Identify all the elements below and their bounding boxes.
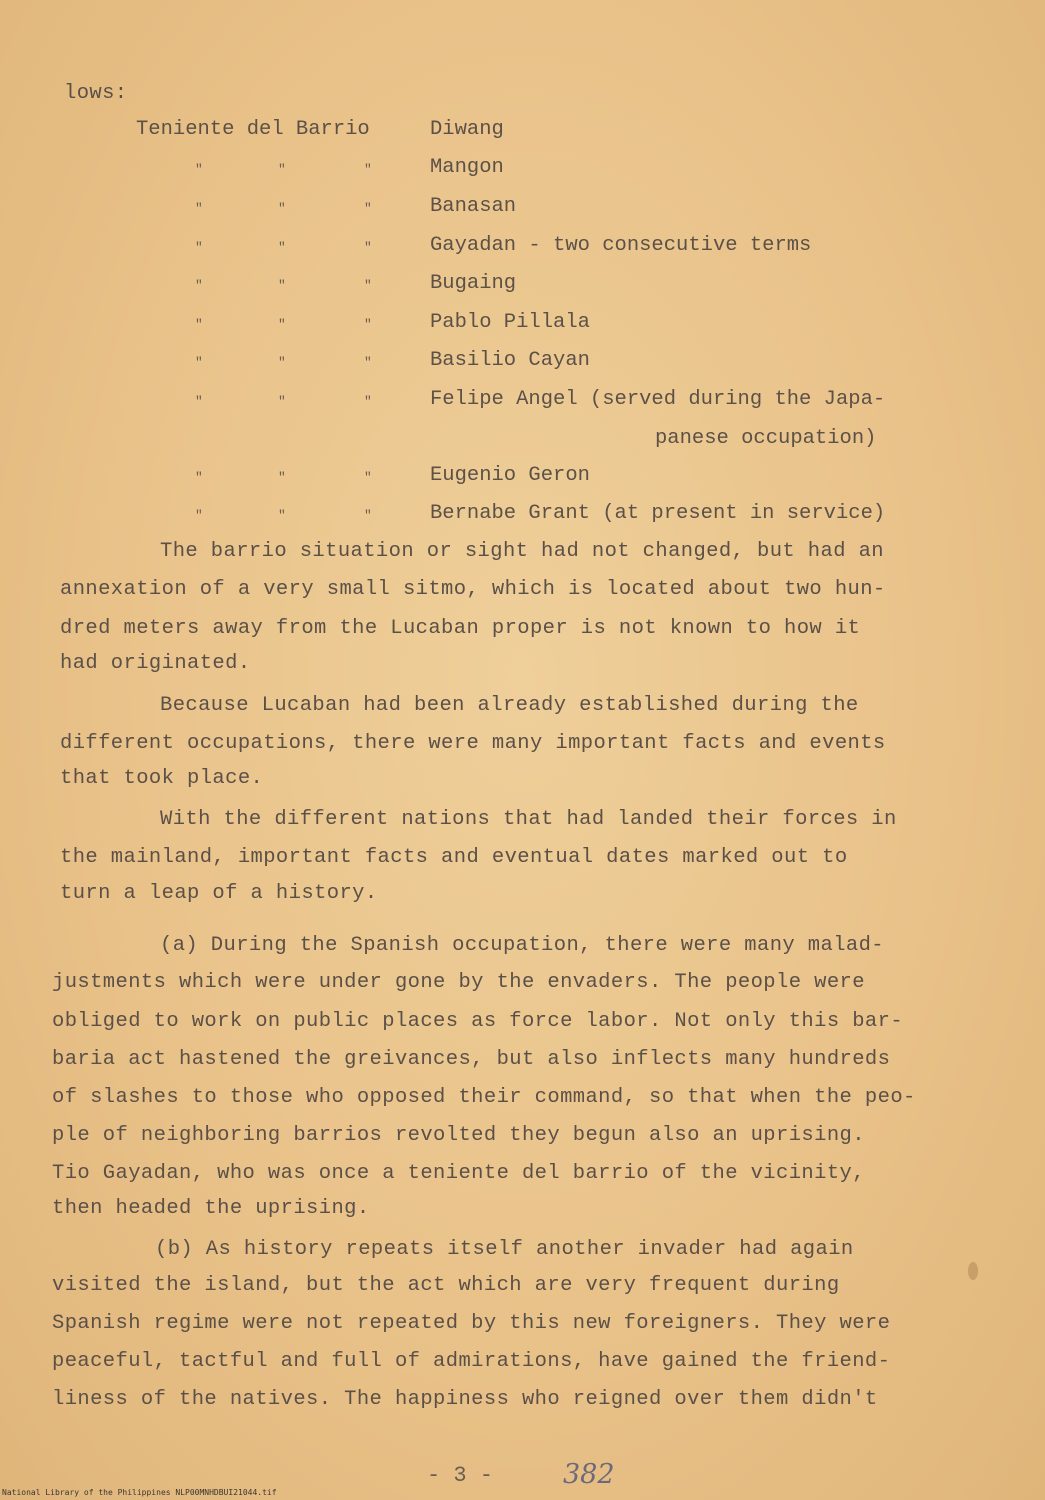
ditto-mark: " xyxy=(364,240,372,255)
paragraph-line: peaceful, tactful and full of admirations, have gained the friend- xyxy=(52,1350,891,1373)
ditto-mark: " xyxy=(278,508,286,523)
ditto-mark: " xyxy=(364,508,372,523)
ditto-mark: " xyxy=(195,278,203,293)
ditto-mark: " xyxy=(364,162,372,177)
ditto-mark: " xyxy=(195,240,203,255)
paragraph-line: obliged to work on public places as force labor. Not only this bar- xyxy=(52,1010,904,1033)
official-title-label: Teniente del Barrio xyxy=(136,118,370,141)
official-name: Pablo Pillala xyxy=(430,311,590,334)
official-name: Felipe Angel (served during the Japa- xyxy=(430,388,886,411)
official-name: Gayadan - two consecutive terms xyxy=(430,234,812,257)
paragraph-line: ple of neighboring barrios revolted they begun also an uprising. xyxy=(52,1124,865,1147)
paragraph-line: Tio Gayadan, who was once a teniente del barrio of the vicinity, xyxy=(52,1162,865,1185)
ditto-mark: " xyxy=(195,508,203,523)
ditto-mark: " xyxy=(364,201,372,216)
paragraph-line: different occupations, there were many important facts and events xyxy=(60,732,886,755)
ditto-mark: " xyxy=(195,470,203,485)
paragraph-line: that took place. xyxy=(60,767,264,790)
ditto-mark: " xyxy=(364,470,372,485)
ditto-mark: " xyxy=(278,162,286,177)
paragraph-line: had originated. xyxy=(60,652,251,675)
ditto-mark: " xyxy=(195,201,203,216)
official-name: Banasan xyxy=(430,195,517,218)
official-name: Eugenio Geron xyxy=(430,464,590,487)
ditto-mark: " xyxy=(364,278,372,293)
handwritten-page-number: 382 xyxy=(563,1459,615,1490)
ditto-mark: " xyxy=(195,162,203,177)
ditto-mark: " xyxy=(278,355,286,370)
official-name: Mangon xyxy=(430,156,504,179)
official-name: Bernabe Grant (at present in service) xyxy=(430,502,886,525)
ditto-mark: " xyxy=(364,394,372,409)
paragraph-line: baria act hastened the greivances, but also inflects many hundreds xyxy=(52,1048,891,1071)
paragraph-line: liness of the natives. The happiness who reigned over them didn't xyxy=(52,1388,878,1411)
paragraph-line: justments which were under gone by the envaders. The people were xyxy=(52,971,865,994)
paragraph-line: Because Lucaban had been already established during the xyxy=(160,694,859,717)
page-number: - 3 - xyxy=(427,1463,494,1488)
paragraph-line: With the different nations that had landed their forces in xyxy=(160,808,897,831)
paragraph-line: The barrio situation or sight had not changed, but had an xyxy=(160,540,885,563)
archive-footer: National Library of the Philippines NLP00MNHDBUI21044.tif xyxy=(2,1488,277,1497)
ditto-mark: " xyxy=(195,317,203,332)
official-name: Diwang xyxy=(430,118,504,141)
ditto-mark: " xyxy=(278,317,286,332)
ditto-mark: " xyxy=(195,394,203,409)
ditto-mark: " xyxy=(195,355,203,370)
paragraph-line: (a) During the Spanish occupation, there were many malad- xyxy=(160,934,885,957)
ditto-mark: " xyxy=(278,278,286,293)
opening-line: lows: xyxy=(64,82,128,105)
paragraph-line: turn a leap of a history. xyxy=(60,882,378,905)
paragraph-line: Spanish regime were not repeated by this new foreigners. They were xyxy=(52,1312,891,1335)
paragraph-line: visited the island, but the act which are very frequent during xyxy=(52,1274,840,1297)
paragraph-line: the mainland, important facts and eventual dates marked out to xyxy=(60,846,848,869)
ditto-mark: " xyxy=(278,240,286,255)
official-name: Bugaing xyxy=(430,272,517,295)
paragraph-line: (b) As history repeats itself another invader had again xyxy=(155,1238,854,1261)
paragraph-line: of slashes to those who opposed their command, so that when the peo- xyxy=(52,1086,916,1109)
paragraph-line: dred meters away from the Lucaban proper is not known to how it xyxy=(60,617,861,640)
official-name-continuation: panese occupation) xyxy=(655,427,877,450)
ditto-mark: " xyxy=(278,201,286,216)
paragraph-line: then headed the uprising. xyxy=(52,1197,370,1220)
ditto-mark: " xyxy=(364,317,372,332)
ditto-mark: " xyxy=(278,394,286,409)
official-name: Basilio Cayan xyxy=(430,349,590,372)
ditto-mark: " xyxy=(278,470,286,485)
ink-blot xyxy=(968,1262,978,1280)
ditto-mark: " xyxy=(364,355,372,370)
paragraph-line: annexation of a very small sitmo, which is located about two hun- xyxy=(60,578,886,601)
